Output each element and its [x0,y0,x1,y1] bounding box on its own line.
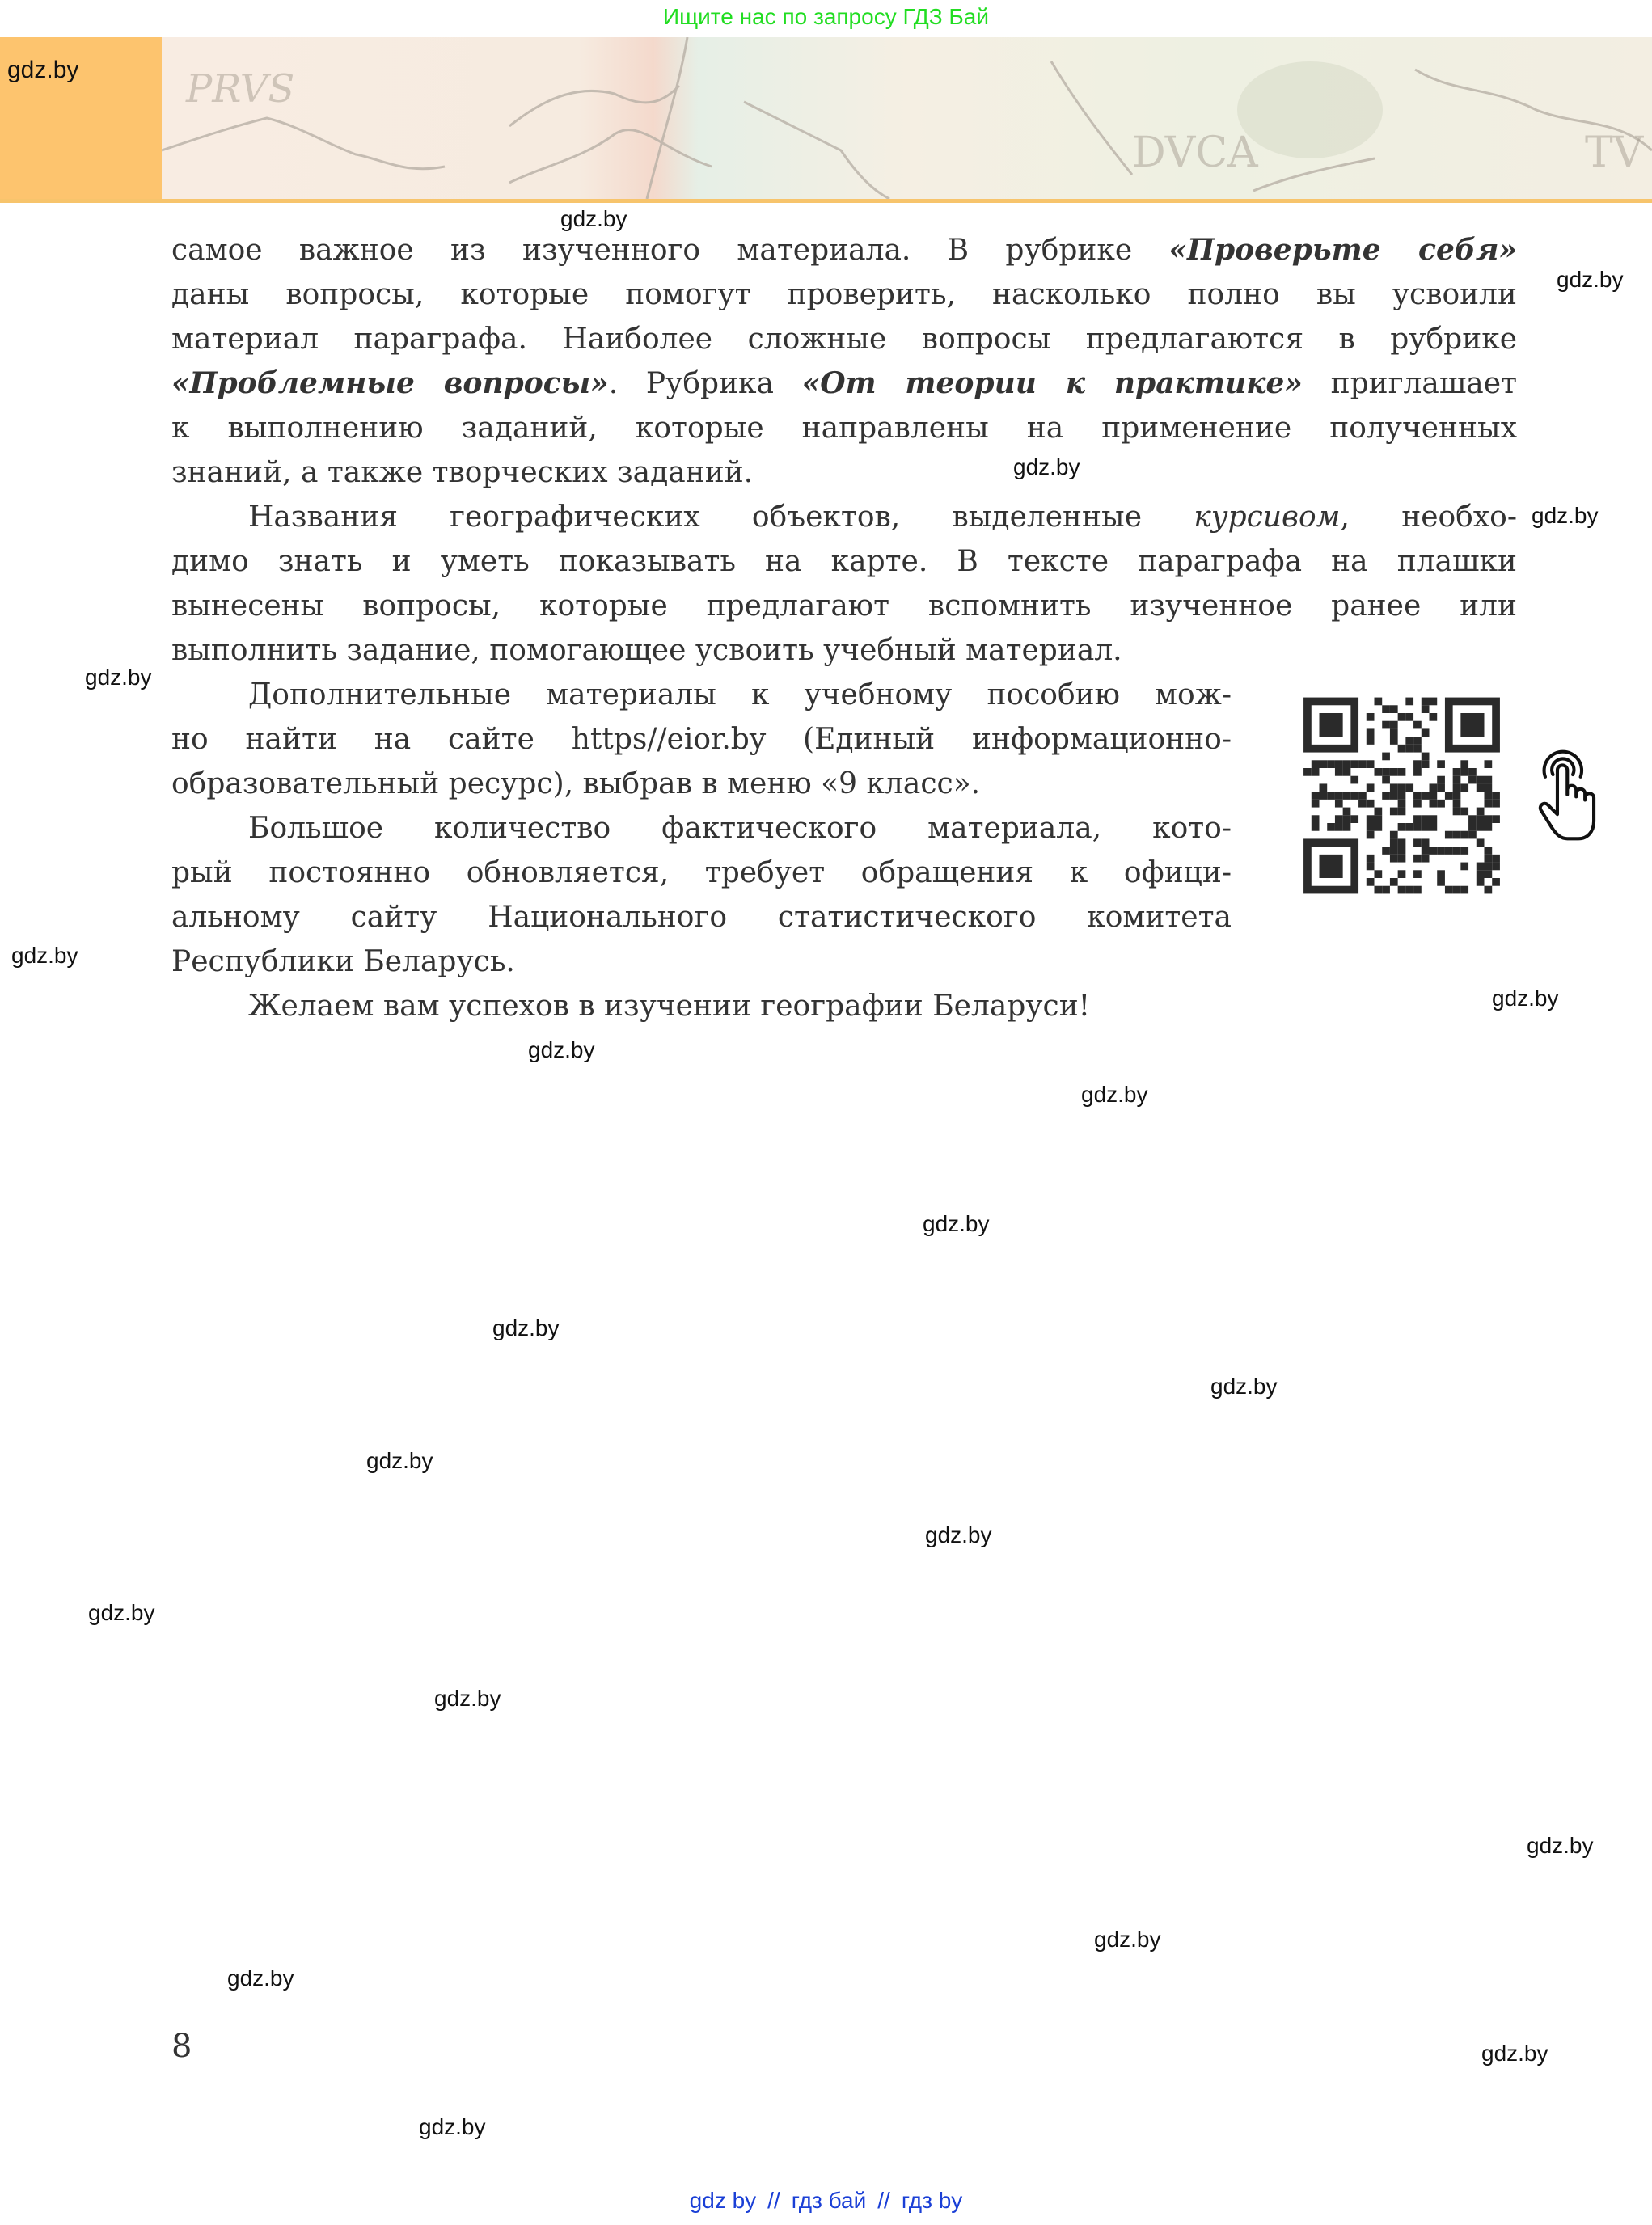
body-line: альному сайту Национального статистического комитета [171,901,1232,934]
watermark: gdz.by [1527,1833,1594,1858]
body-line: материал параграфа. Наиболее сложные вопросы предлагаются в рубрике [171,323,1517,356]
body-line: даны вопросы, которые помогут проверить, насколько полно вы усвоили [171,278,1517,311]
footer-separator: // [877,2188,890,2213]
watermark: gdz.by [528,1037,595,1062]
watermark: gdz.by [1532,503,1599,528]
body-line [171,361,1517,406]
body-line [171,228,1517,272]
watermark: gdz.by [1492,986,1559,1011]
map-label: PRVS [186,66,295,112]
watermark: gdz.by [1081,1082,1148,1107]
text: . Рубрика [608,367,802,400]
rubric-name: «Проверьте себя» [1168,233,1517,267]
tap-hand-icon [1536,748,1603,843]
body-line: Республики Беларусь. [171,945,515,978]
page-number: 8 [171,2028,192,2065]
body-line: рый постоянно обновляется, требует обращения к офици- [171,856,1232,889]
map-label: DVCA [1132,129,1258,177]
watermark: gdz.by [1557,267,1624,292]
watermark: gdz.by [1481,2041,1548,2066]
watermark: gdz.by [419,2114,486,2139]
map-label: TV [1585,129,1644,177]
footer-links [0,2188,1652,2214]
footer-link-gdz-by-ru[interactable]: гдз by [901,2188,963,2213]
rubric-name: «От теории к практике» [801,366,1303,400]
watermark: gdz.by [11,943,78,968]
old-map-illustration [162,37,1652,199]
watermark: gdz.by [366,1448,433,1473]
body-line: Большое количество фактического материала, кото- [248,812,1232,845]
watermark: gdz.by [560,206,627,231]
body-line: знаний, а также творческих заданий. [171,456,754,489]
text: , необхо- [1340,500,1517,534]
page-header [0,37,1652,203]
watermark: gdz.by [492,1315,560,1340]
watermark: gdz.by [1094,1927,1161,1952]
footer-link-gdz-by[interactable]: gdz by [689,2188,757,2213]
watermark: gdz.by [1210,1374,1278,1399]
body-line: Желаем вам успехов в изучении географии Беларуси! [248,990,1091,1023]
qr-code[interactable] [1287,686,1516,906]
body-line: вынесены вопросы, которые предлагают вспомнить изученное ранее или [171,589,1517,623]
body-line: димо знать и уметь показывать на карте. В тексте параграфа на плашки [171,545,1517,578]
watermark: gdz.by [925,1522,992,1547]
header-map-image [162,37,1652,199]
text: Названия географических объектов, выделенные [248,500,1194,534]
watermark: gdz.by [1013,454,1080,479]
watermark: gdz.by [227,1965,294,1991]
body-line: к выполнению заданий, которые направлены на применение полученных [171,412,1517,445]
body-line: образовательный ресурс), выбрав в меню «9 класс». [171,767,981,800]
body-line [171,495,1517,539]
site-logo[interactable] [0,37,162,199]
body-line: выполнить задание, помогающее усвоить учебный материал. [171,634,1122,667]
watermark: gdz.by [88,1600,155,1625]
rubric-name: «Проблемные вопросы» [171,366,609,400]
watermark: gdz.by [85,665,152,690]
text: самое важное из изученного материала. В рубрике [171,234,1169,267]
site-logo-text: gdz.by [7,57,79,83]
italic-term: курсивом [1194,500,1341,534]
footer-link-gdz-bai[interactable]: гдз бай [791,2188,867,2213]
top-search-banner[interactable]: Ищите нас по запросу ГДЗ Бай [662,4,990,29]
watermark: gdz.by [923,1211,990,1236]
footer-separator: // [767,2188,780,2213]
watermark: gdz.by [434,1686,501,1711]
body-line: но найти на сайте https//eior.by (Единый информационно- [171,723,1232,756]
body-line: Дополнительные материалы к учебному пособию мож- [248,678,1232,711]
text: приглашает [1302,367,1517,400]
